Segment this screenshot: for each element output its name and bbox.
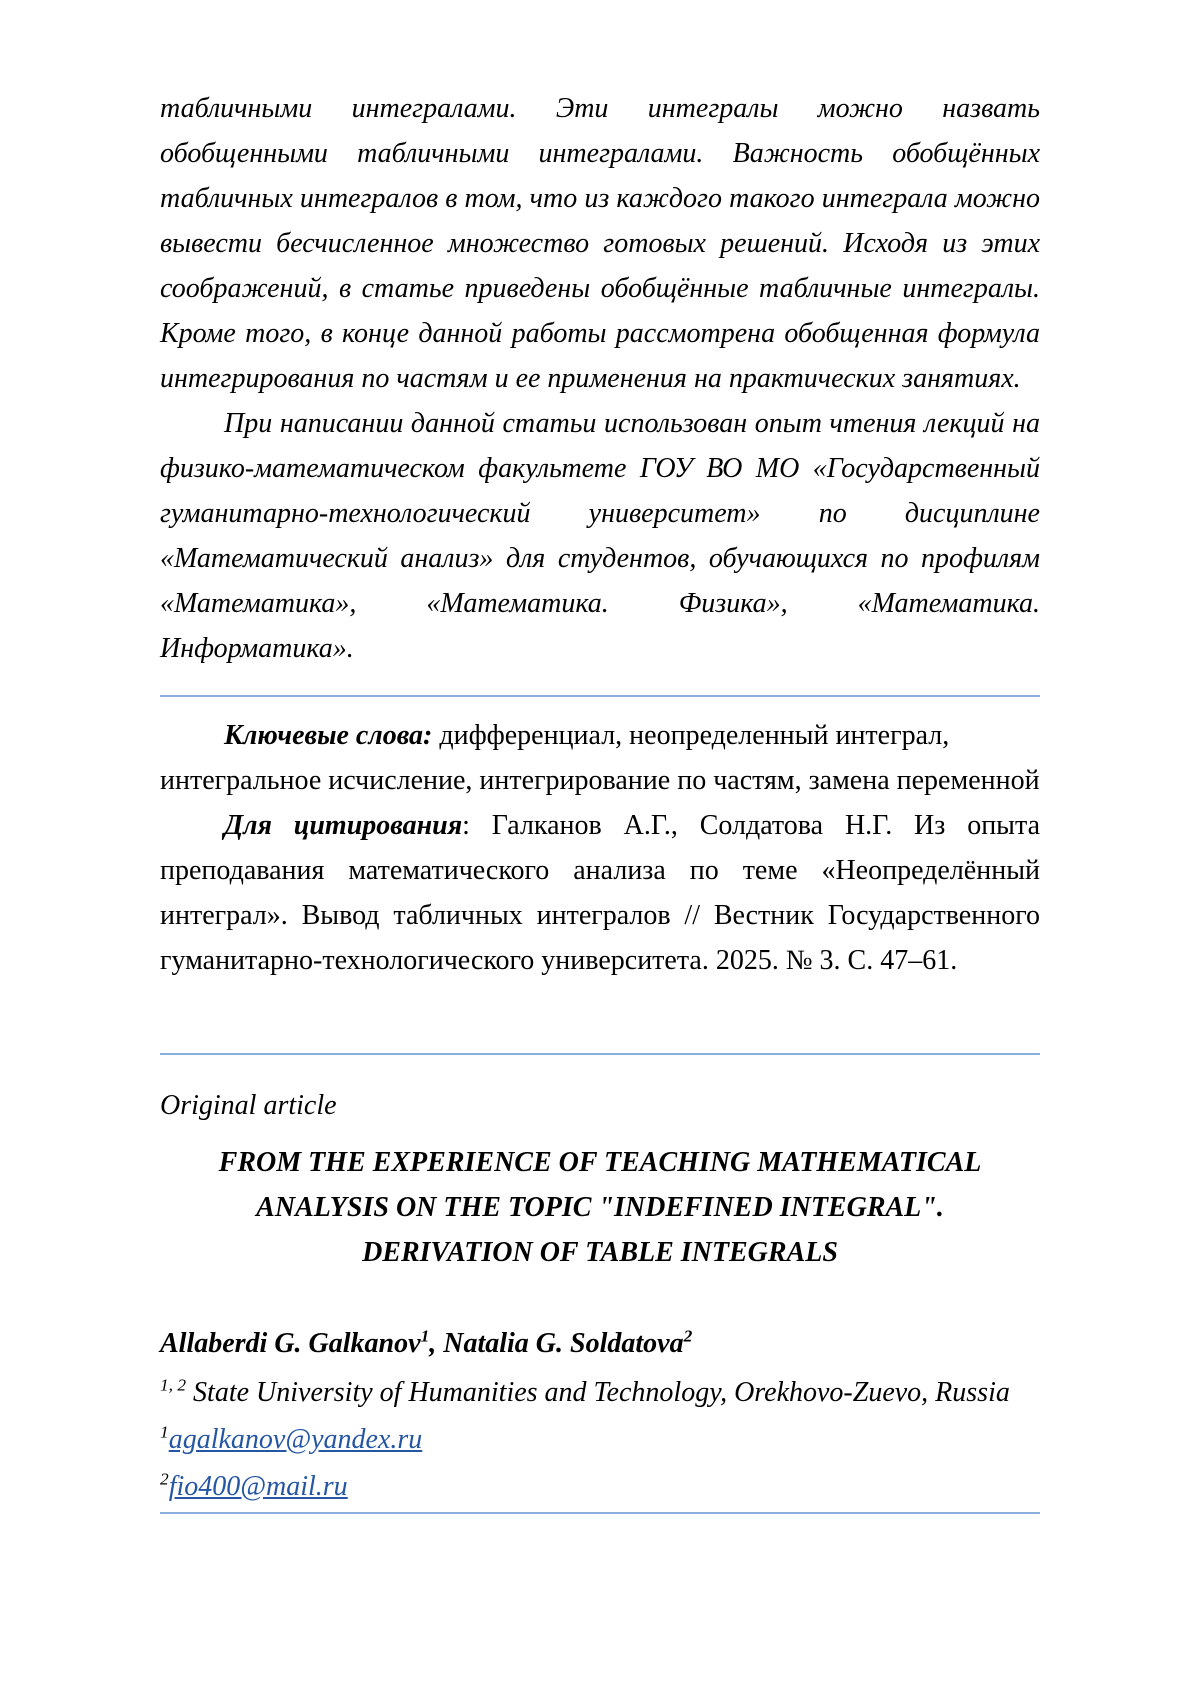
email-2-link[interactable]: fio400@mail.ru [168,1471,348,1502]
citation-paragraph [160,803,1040,983]
email-1-superscript: 1 [160,1422,169,1442]
keywords-text: дифференциал, неопределенный интеграл, интегральное исчисление, интегрирование по частям, замена переменной [160,720,1040,796]
affiliation-superscript: 1, 2 [160,1375,187,1395]
section-divider-keywords [160,695,1040,697]
article-type-label: Original article [160,1090,337,1121]
page-bottom-divider [160,1512,1040,1514]
english-title [160,1140,1040,1275]
citation-text: : Галканов А.Г., Солдатова Н.Г. Из опыта преподавания математического анализа по теме «Неопределённый интеграл». Вывод табличных интегралов // Вестник Государственного гуманитарно-технологического университета. 2025. № 3. С. 47–61. [160,810,1040,976]
keywords-label: Ключевые слова: [224,720,433,751]
email-line-2 [160,1464,1040,1509]
author-2-superscript: 2 [683,1326,693,1346]
email-2-superscript: 2 [160,1469,169,1489]
authors-line [160,1321,1040,1366]
email-1-link[interactable]: agalkanov@yandex.ru [168,1424,423,1455]
author-2-name: Natalia G. Soldatova [443,1328,684,1359]
authors-separator: , [429,1328,444,1359]
affiliation-line [160,1370,1040,1415]
author-1-superscript: 1 [420,1326,430,1346]
keywords-paragraph [160,713,1040,803]
english-title-line-3: DERIVATION OF TABLE INTEGRALS [362,1237,838,1268]
english-title-line-2: ANALYSIS ON THE TOPIC "INDEFINED INTEGRAL". [256,1192,944,1223]
section-divider-english [160,1053,1040,1055]
english-title-line-1: FROM THE EXPERIENCE OF TEACHING MATHEMATICAL [218,1147,982,1178]
abstract-paragraph-continuation: табличными интегралами. Эти интегралы можно назвать обобщенными табличными интегралами. Важность обобщённых табличных интегралов в том, что из каждого такого интеграла можно вывести бесчисленное множество готовых решений. Исходя из этих соображений, в статье приведены обобщённые табличные интегралы. Кроме того, в конце данной работы рассмотрена обобщенная формула интегрирования по частям и ее применения на практических занятиях. [160,93,1040,394]
citation-label: Для цитирования [224,810,463,841]
abstract-paragraph-experience: При написании данной статьи использован опыт чтения лекций на физико-математическом факультете ГОУ ВО МО «Государственный гуманитарно-технологический университет» по дисциплине «Математический анализ» для студентов, обучающихся по профилям «Математика», «Математика. Физика», «Математика. Информатика». [160,408,1040,664]
email-line-1 [160,1417,1040,1462]
author-1-name: Allaberdi G. Galkanov [160,1328,421,1359]
affiliation-text: State University of Humanities and Technology, Orekhovo-Zuevo, Russia [186,1377,1010,1408]
